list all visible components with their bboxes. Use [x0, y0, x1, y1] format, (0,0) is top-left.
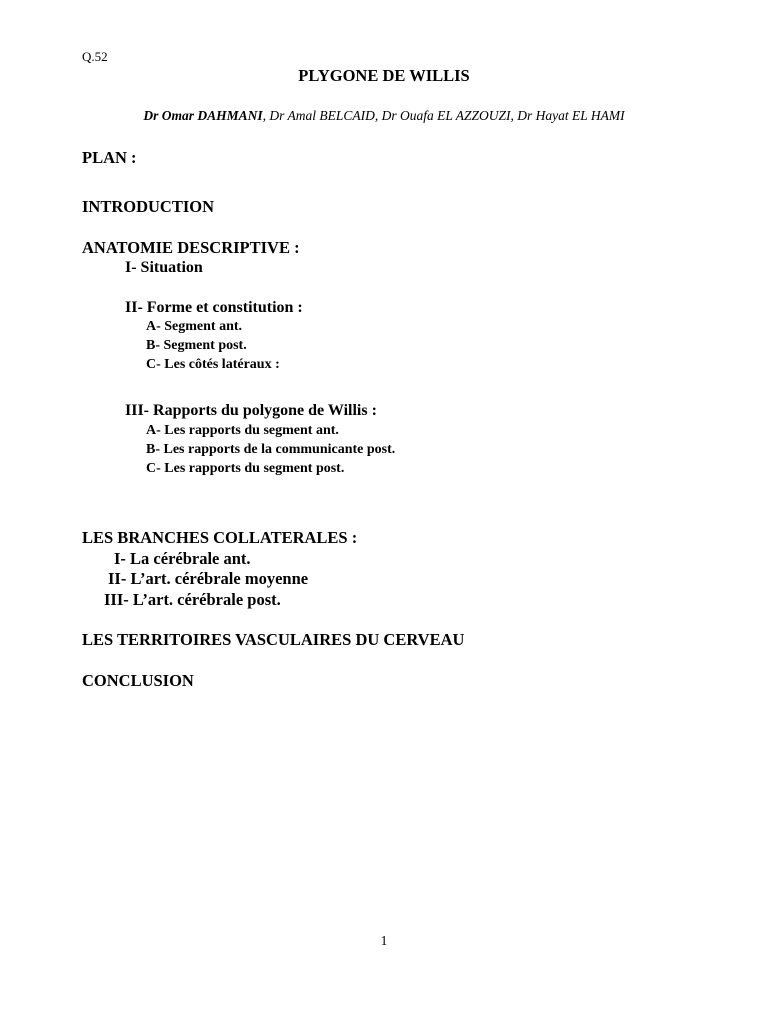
branches-item-2: II- L’art. cérébrale moyenne — [108, 569, 309, 588]
rapports-item-c: C- Les rapports du segment post. — [146, 461, 345, 476]
situation-item: I- Situation — [125, 259, 203, 276]
rapports-item-b: B- Les rapports de la communicante post. — [146, 442, 396, 457]
forme-item-b: B- Segment post. — [146, 338, 247, 353]
rapports-heading: III- Rapports du polygone de Willis : — [125, 402, 377, 419]
anatomie-heading: ANATOMIE DESCRIPTIVE : — [82, 238, 300, 257]
document-title: PLYGONE DE WILLIS — [298, 66, 470, 85]
conclusion-heading: CONCLUSION — [82, 671, 194, 690]
branches-item-3: III- L’art. cérébrale post. — [104, 590, 281, 609]
territoires-heading: LES TERRITOIRES VASCULAIRES DU CERVEAU — [82, 630, 465, 649]
forme-item-a: A- Segment ant. — [146, 319, 243, 334]
plan-heading: PLAN : — [82, 148, 137, 167]
forme-item-c: C- Les côtés latéraux : — [146, 357, 280, 372]
page-number: 1 — [380, 933, 388, 948]
forme-heading: II- Forme et constitution : — [125, 299, 303, 316]
introduction-heading: INTRODUCTION — [82, 197, 215, 216]
question-number: Q.52 — [82, 49, 108, 64]
branches-item-1: I- La cérébrale ant. — [114, 549, 251, 568]
authors-line — [0, 108, 768, 124]
lead-author: Dr Omar DAHMANI — [143, 108, 263, 123]
coauthors: , Dr Amal BELCAID, Dr Ouafa EL AZZOUZI, Dr Hayat EL HAMI — [262, 108, 625, 123]
rapports-item-a: A- Les rapports du segment ant. — [146, 423, 339, 438]
branches-heading: LES BRANCHES COLLATERALES : — [82, 528, 358, 547]
